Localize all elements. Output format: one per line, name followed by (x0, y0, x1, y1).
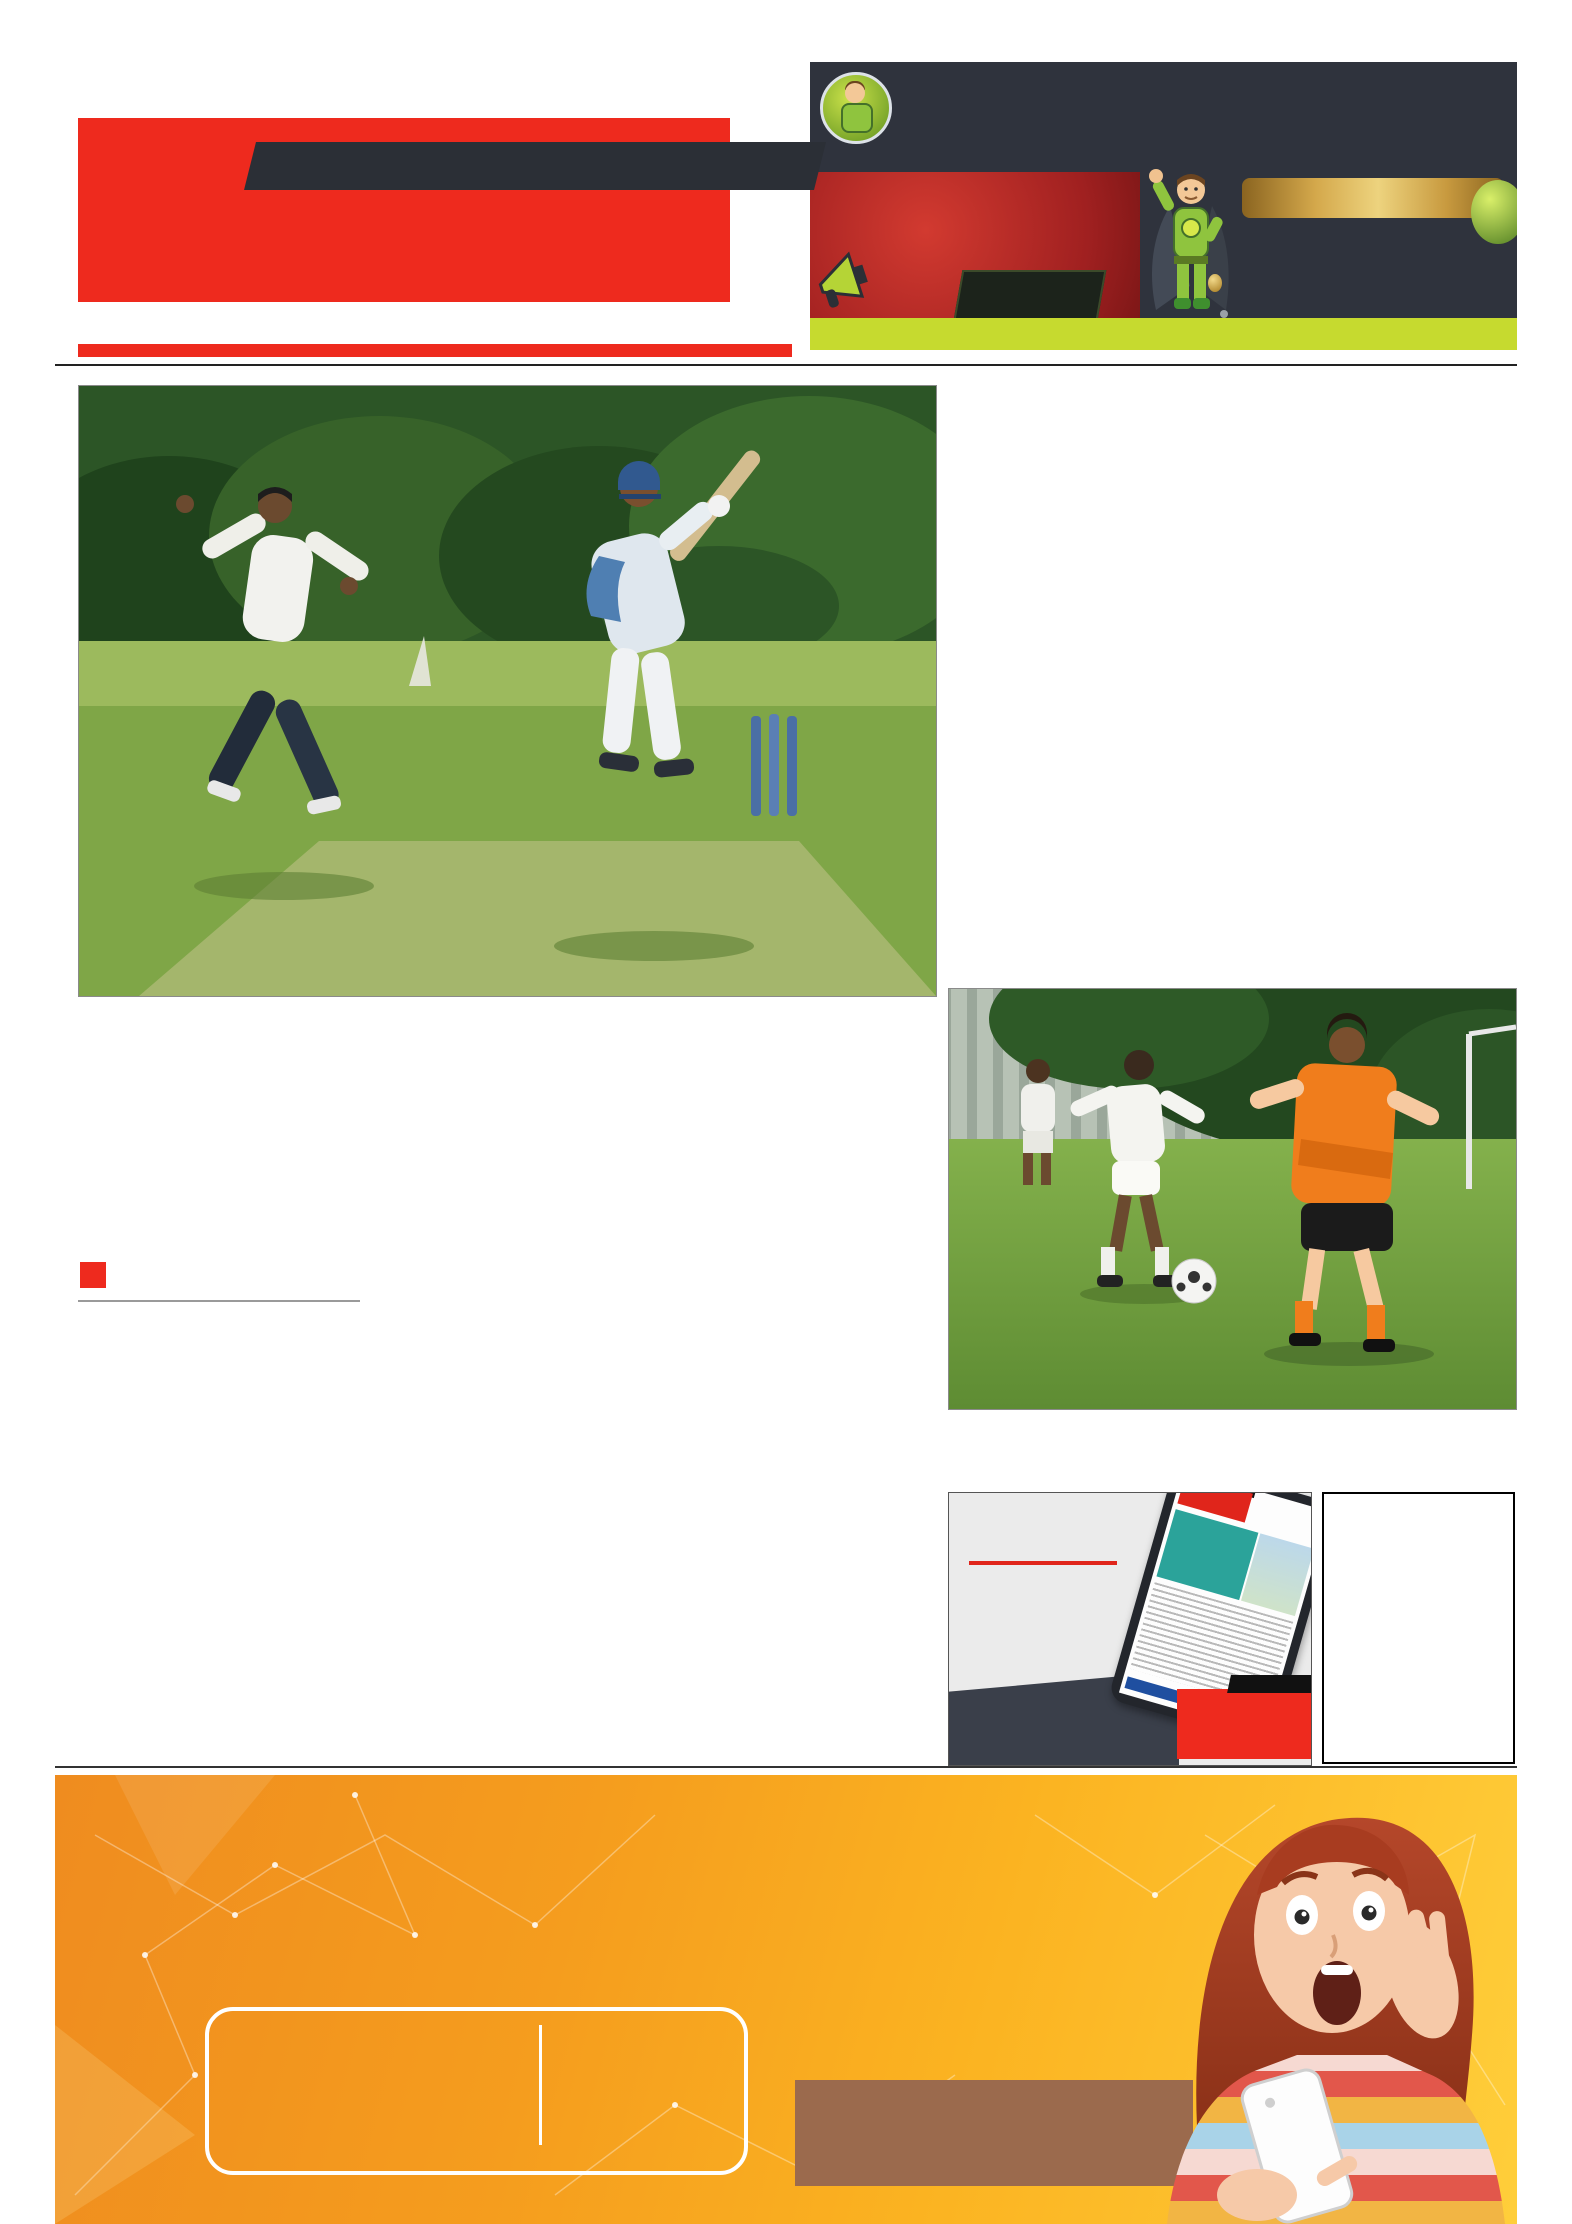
super-sale-badge (954, 270, 1107, 320)
price-list (1240, 224, 1517, 317)
masthead (78, 118, 730, 302)
footer-divider (55, 1766, 1517, 1768)
balloon-icon (1471, 180, 1517, 244)
confetti-dot (1220, 310, 1228, 318)
byline-rule (78, 1300, 360, 1302)
validity-banner (1242, 178, 1504, 218)
offer-divider (539, 2025, 542, 2145)
battery-advert (810, 62, 1517, 350)
battery-footer-strip (810, 318, 1517, 350)
speedsurf-advert (55, 1775, 1517, 2224)
megaphone-icon (810, 239, 890, 320)
print-registration-chart (1322, 1492, 1515, 1764)
price-item (1240, 224, 1355, 255)
price-item (1368, 255, 1502, 286)
visit-us-advert (948, 1492, 1312, 1766)
soccer-ball (1172, 1259, 1216, 1303)
speedsurf-offer-box (205, 2007, 748, 2175)
publication-banner (244, 142, 826, 190)
cricket-photo-illustration (79, 386, 936, 996)
surprised-woman-illustration (1137, 1775, 1517, 2224)
soccer-photo-illustration (949, 989, 1516, 1409)
byline-marker (80, 1262, 106, 1288)
visit-underline (969, 1561, 1117, 1565)
soccer-caption (948, 1414, 1515, 1440)
logo-band (1227, 1675, 1312, 1693)
price-item (1240, 255, 1355, 286)
price-item (1368, 286, 1502, 317)
battery-superhero-illustration (1140, 164, 1240, 314)
soccer-photo (948, 988, 1517, 1410)
stumps (751, 714, 797, 816)
dateline (78, 306, 792, 336)
cricket-photo (78, 385, 937, 997)
header-divider (55, 364, 1517, 366)
price-item (1240, 286, 1355, 317)
battery-hero-logo-icon (820, 72, 892, 144)
black-friday-panel (810, 172, 1140, 318)
confetti-dot (1208, 274, 1222, 292)
visit-items-left (949, 1671, 1064, 1765)
no-fibre-badge (795, 2080, 1193, 2186)
masthead-rule (78, 344, 792, 357)
southlands-sun-logo (1177, 1689, 1311, 1759)
